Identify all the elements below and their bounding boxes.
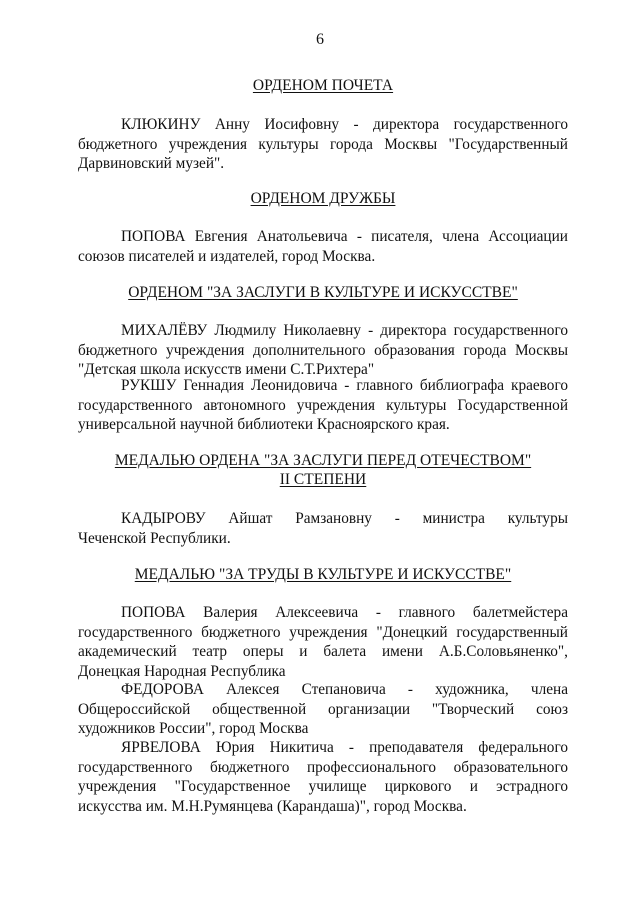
paragraph-line: универсальной научной библиотеки Красноярского края.	[78, 416, 450, 433]
award-heading-order-of-friendship	[78, 189, 568, 208]
award-heading-medal-order-merit	[78, 451, 568, 489]
award-heading-order-culture-art	[78, 283, 568, 302]
award-paragraph	[78, 603, 568, 681]
paragraph-line: художников России", город Москва	[78, 720, 309, 737]
paragraph-line: Общероссийской общественной организации "Творческий союз	[78, 700, 568, 718]
page-number: 6	[316, 31, 324, 48]
award-paragraph	[78, 115, 568, 174]
paragraph-line: ЯРВЕЛОВА Юрия Никитича - преподавателя федерального	[121, 739, 568, 756]
heading-line: МЕДАЛЬЮ "ЗА ТРУДЫ В КУЛЬТУРЕ И ИСКУССТВЕ"	[134, 566, 512, 583]
paragraph-line: учреждения "Государственное училище циркового и эстрадного	[78, 778, 568, 795]
paragraph-line: государственного бюджетного учреждения "Донецкий государственный	[78, 623, 568, 641]
paragraph-line: искусства им. М.Н.Румянцева (Карандаша)", город Москва.	[78, 797, 467, 815]
paragraph-line: ФЕДОРОВА Алексея Степановича - художника, члена	[121, 681, 568, 698]
paragraph-line: государственного автономного учреждения культуры Государственной	[78, 396, 568, 414]
paragraph-line: ПОПОВА Евгения Анатольевича - писателя, члена Ассоциации	[121, 228, 568, 245]
award-heading-medal-labor-culture	[78, 565, 568, 584]
award-heading-order-of-honor	[78, 76, 568, 95]
heading-line: ОРДЕНОМ ПОЧЕТА	[252, 77, 394, 94]
paragraph-line: КЛЮКИНУ Анну Иосифовну - директора государственного	[121, 116, 568, 133]
paragraph-line: Донецкая Народная Республика	[78, 662, 286, 680]
heading-line: ОРДЕНОМ "ЗА ЗАСЛУГИ В КУЛЬТУРЕ И ИСКУССТВЕ"	[128, 284, 518, 301]
award-paragraph	[78, 376, 568, 435]
paragraph-line: союзов писателей и издателей, город Москва.	[78, 247, 376, 265]
paragraph-line: МИХАЛЁВУ Людмилу Николаевну - директора государственного	[121, 322, 568, 339]
paragraph-line: бюджетного учреждения дополнительного образования города Москвы	[78, 341, 568, 359]
award-paragraph	[78, 321, 568, 380]
heading-line: ОРДЕНОМ ДРУЖБЫ	[250, 190, 396, 207]
award-paragraph	[78, 680, 568, 739]
paragraph-line: Чеченской Республики.	[78, 529, 231, 547]
paragraph-line: Дарвиновский музей".	[78, 155, 225, 172]
paragraph-line: академический театр оперы и балета имени А.Б.Соловьяненко",	[78, 643, 568, 660]
paragraph-line: бюджетного учреждения культуры города Москвы "Государственный	[78, 135, 568, 153]
heading-line: МЕДАЛЬЮ ОРДЕНА "ЗА ЗАСЛУГИ ПЕРЕД ОТЕЧЕСТВОМ"	[114, 452, 532, 469]
award-paragraph	[78, 738, 568, 816]
heading-line: II СТЕПЕНИ	[279, 471, 367, 488]
paragraph-line: ПОПОВА Валерия Алексеевича - главного балетмейстера	[121, 604, 568, 621]
paragraph-line: государственного бюджетного профессионального образовательного	[78, 758, 568, 776]
paragraph-line: КАДЫРОВУ Айшат Рамзановну - министра культуры	[121, 510, 568, 527]
paragraph-line: РУКШУ Геннадия Леонидовича - главного библиографа краевого	[121, 377, 568, 394]
award-paragraph	[78, 227, 568, 266]
paragraph-line: "Детская школа искусств имени С.Т.Рихтера"	[78, 361, 375, 378]
award-paragraph	[78, 509, 568, 548]
